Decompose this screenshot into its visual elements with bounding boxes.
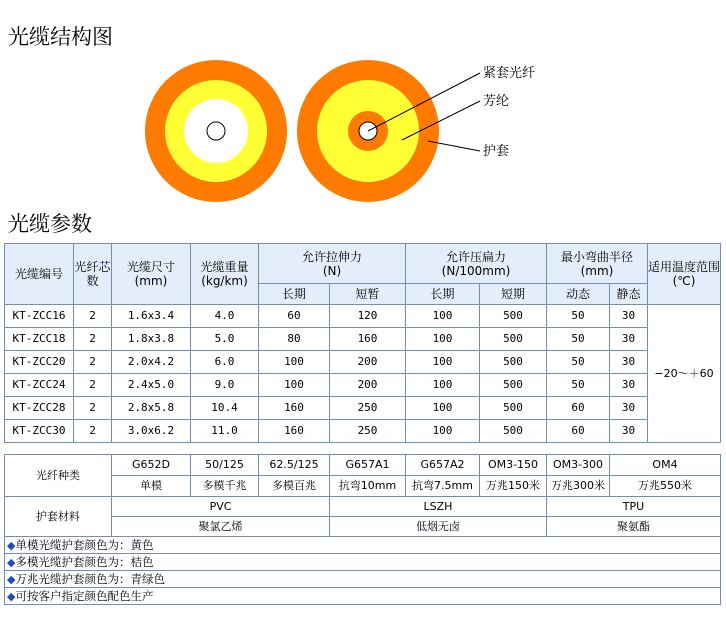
fiber-type: 50/125: [191, 455, 259, 476]
diamond-bullet-icon: ◆: [7, 572, 16, 586]
label-tight-buffer: 紧套光纤: [483, 66, 536, 81]
cell-size: 2.0x4.2: [112, 351, 191, 374]
cell-tensile-short: 200: [330, 351, 406, 374]
cell-size: 2.8x5.8: [112, 397, 191, 420]
jacket-type: LSZH: [330, 497, 547, 517]
cell-tensile-short: 200: [330, 374, 406, 397]
cell-crush-long: 100: [406, 420, 480, 443]
fiber-desc-row: [5, 476, 721, 497]
jacket-desc: 低烟无卤: [330, 517, 547, 537]
jacket-desc: 聚氯乙烯: [112, 517, 330, 537]
cell-crush-short: 500: [480, 420, 547, 443]
cell-bend-dynamic: 60: [547, 397, 610, 420]
fiber-desc: 抗弯10mm: [330, 476, 406, 497]
cell-code: KT-ZCC24: [5, 374, 74, 397]
fiber-desc: 多模百兆: [259, 476, 330, 497]
left-fiber-core: [207, 122, 225, 140]
note-item: ◆可按客户指定颜色配色生产: [5, 588, 721, 605]
note-row: [5, 588, 721, 605]
fiber-desc: 万兆300米: [547, 476, 610, 497]
header-bend-dynamic: 动态: [547, 284, 610, 305]
fiber-desc: 万兆550米: [610, 476, 721, 497]
cell-bend-static: 30: [610, 328, 648, 351]
table-row: [5, 328, 721, 351]
header-temp: 适用温度范围 (℃): [648, 244, 721, 305]
header-weight: 光缆重量 (kg/km): [191, 244, 259, 305]
cell-bend-dynamic: 50: [547, 305, 610, 328]
jacket-desc-row: [5, 517, 721, 537]
cell-tensile-short: 120: [330, 305, 406, 328]
cell-crush-long: 100: [406, 374, 480, 397]
label-jacket: 护套: [483, 144, 510, 159]
jacket-type: TPU: [547, 497, 721, 517]
cell-crush-short: 500: [480, 374, 547, 397]
header-crush-short: 短期: [480, 284, 547, 305]
fiber-type: OM3-150: [480, 455, 547, 476]
note-row: [5, 571, 721, 588]
cell-tensile-long: 100: [259, 351, 330, 374]
fiber-type-row: [5, 455, 721, 476]
note-row: [5, 537, 721, 554]
cell-temp-range: −20～＋60: [648, 305, 721, 443]
cell-fibers: 2: [74, 328, 112, 351]
cell-bend-static: 30: [610, 374, 648, 397]
cell-bend-dynamic: 50: [547, 374, 610, 397]
table-row: [5, 374, 721, 397]
fiber-type: OM4: [610, 455, 721, 476]
table-row: [5, 397, 721, 420]
table-row: [5, 305, 721, 328]
cell-bend-dynamic: 60: [547, 420, 610, 443]
cell-bend-dynamic: 50: [547, 328, 610, 351]
table-row: [5, 420, 721, 443]
note-item: ◆单模光缆护套颜色为：黄色: [5, 537, 721, 554]
diamond-bullet-icon: ◆: [7, 538, 16, 552]
spacer: [5, 443, 721, 455]
cell-tensile-short: 250: [330, 397, 406, 420]
header-code: 光缆编号: [5, 244, 74, 305]
fiber-type: OM3-300: [547, 455, 610, 476]
cell-fibers: 2: [74, 397, 112, 420]
cell-code: KT-ZCC28: [5, 397, 74, 420]
cell-tensile-short: 160: [330, 328, 406, 351]
fiber-type: G657A1: [330, 455, 406, 476]
cell-tensile-long: 160: [259, 420, 330, 443]
cable-structure-diagram: [140, 55, 560, 203]
header-fibers: 光纤芯数: [74, 244, 112, 305]
cell-crush-short: 500: [480, 305, 547, 328]
cell-fibers: 2: [74, 305, 112, 328]
cell-tensile-short: 250: [330, 420, 406, 443]
cell-tensile-long: 80: [259, 328, 330, 351]
cell-crush-long: 100: [406, 351, 480, 374]
cell-size: 3.0x6.2: [112, 420, 191, 443]
label-aramid: 芳纶: [483, 94, 510, 109]
cell-weight: 5.0: [191, 328, 259, 351]
cell-bend-static: 30: [610, 351, 648, 374]
cell-crush-short: 500: [480, 397, 547, 420]
cell-crush-long: 100: [406, 305, 480, 328]
cell-bend-dynamic: 50: [547, 351, 610, 374]
cell-weight: 4.0: [191, 305, 259, 328]
params-title: 光缆参数: [8, 212, 92, 236]
cell-crush-long: 100: [406, 397, 480, 420]
cell-code: KT-ZCC30: [5, 420, 74, 443]
cell-bend-static: 30: [610, 397, 648, 420]
cell-size: 1.8x3.8: [112, 328, 191, 351]
cell-crush-long: 100: [406, 328, 480, 351]
cell-code: KT-ZCC20: [5, 351, 74, 374]
table-row: [5, 351, 721, 374]
fiber-desc: 抗弯7.5mm: [406, 476, 480, 497]
cell-weight: 10.4: [191, 397, 259, 420]
cell-fibers: 2: [74, 420, 112, 443]
cell-fibers: 2: [74, 351, 112, 374]
cell-weight: 6.0: [191, 351, 259, 374]
cell-code: KT-ZCC18: [5, 328, 74, 351]
cell-tensile-long: 160: [259, 397, 330, 420]
diamond-bullet-icon: ◆: [7, 555, 16, 569]
header-tensile-short: 短暂: [330, 284, 406, 305]
jacket-material-label: 护套材料: [5, 497, 112, 537]
header-tensile-long: 长期: [259, 284, 330, 305]
diamond-bullet-icon: ◆: [7, 589, 16, 603]
cell-tensile-long: 60: [259, 305, 330, 328]
note-item: ◆万兆光缆护套颜色为：青绿色: [5, 571, 721, 588]
fiber-types-label: 光纤种类: [5, 455, 112, 497]
cell-bend-static: 30: [610, 420, 648, 443]
header-row-1: [5, 244, 721, 284]
cable-spec-table: [4, 243, 721, 605]
fiber-type: 62.5/125: [259, 455, 330, 476]
header-crush: 允许压扁力 (N/100mm): [406, 244, 547, 284]
cell-fibers: 2: [74, 374, 112, 397]
jacket-type-row: [5, 497, 721, 517]
cell-crush-short: 500: [480, 351, 547, 374]
header-tensile: 允许拉伸力 (N): [259, 244, 406, 284]
note-item: ◆多模光缆护套颜色为：桔色: [5, 554, 721, 571]
fiber-type: G652D: [112, 455, 191, 476]
fiber-desc: 多模千兆: [191, 476, 259, 497]
cell-size: 2.4x5.0: [112, 374, 191, 397]
cell-weight: 9.0: [191, 374, 259, 397]
cell-bend-static: 30: [610, 305, 648, 328]
cell-weight: 11.0: [191, 420, 259, 443]
note-row: [5, 554, 721, 571]
header-bend: 最小弯曲半径 (mm): [547, 244, 648, 284]
cell-size: 1.6x3.4: [112, 305, 191, 328]
jacket-type: PVC: [112, 497, 330, 517]
header-size: 光缆尺寸 (mm): [112, 244, 191, 305]
header-crush-long: 长期: [406, 284, 480, 305]
cell-tensile-long: 100: [259, 374, 330, 397]
header-bend-static: 静态: [610, 284, 648, 305]
cell-code: KT-ZCC16: [5, 305, 74, 328]
fiber-type: G657A2: [406, 455, 480, 476]
spacer-row: [5, 443, 721, 455]
fiber-desc: 单模: [112, 476, 191, 497]
jacket-desc: 聚氨酯: [547, 517, 721, 537]
fiber-desc: 万兆150米: [480, 476, 547, 497]
structure-title: 光缆结构图: [8, 25, 113, 49]
cell-crush-short: 500: [480, 328, 547, 351]
